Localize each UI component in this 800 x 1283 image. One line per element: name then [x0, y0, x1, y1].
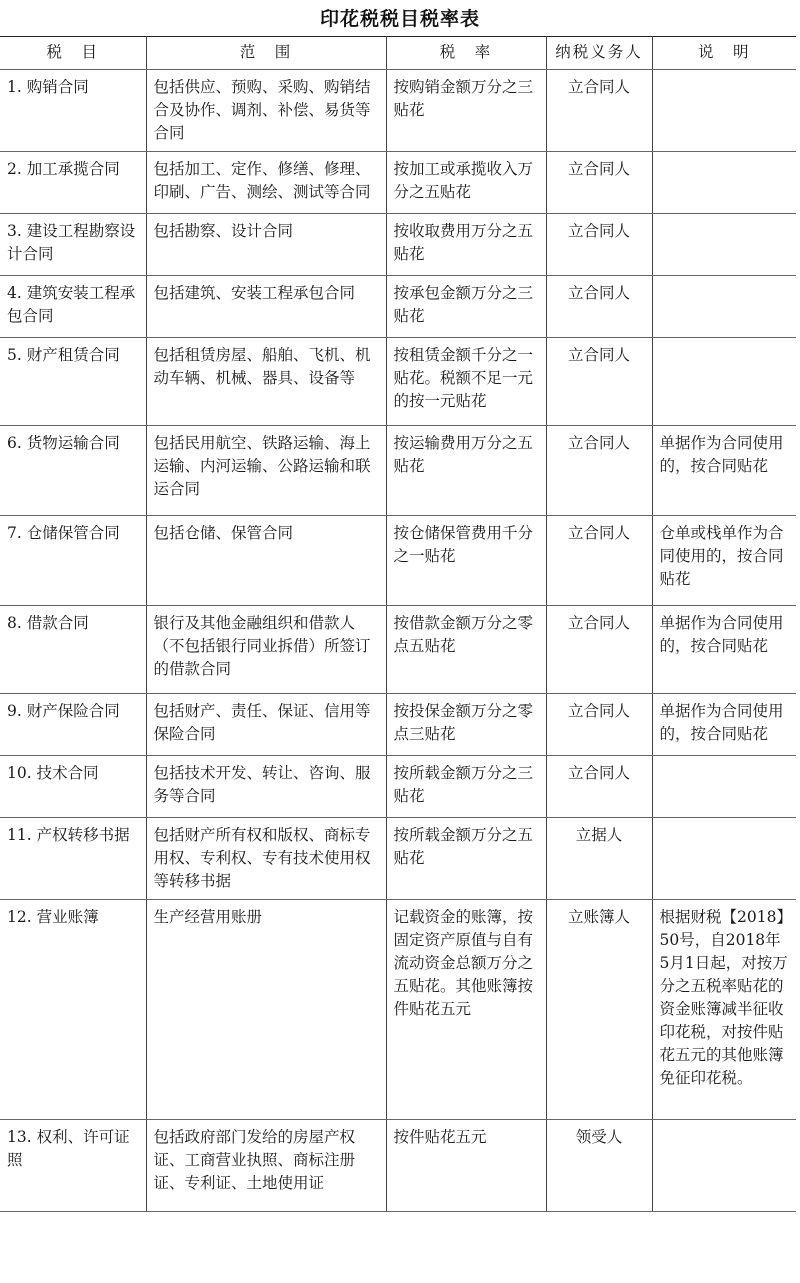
cell-note: [652, 214, 796, 276]
cell-scope: 包括财产所有权和版权、商标专用权、专利权、专有技术使用权等转移书据: [146, 818, 386, 900]
cell-scope: 包括民用航空、铁路运输、海上运输、内河运输、公路运输和联运合同: [146, 426, 386, 516]
cell-note: 仓单或栈单作为合同使用的，按合同贴花: [652, 516, 796, 606]
cell-note: 根据财税【2018】50号，自2018年5月1日起，对按万分之五税率贴花的资金账簿减半征收印花税，对按件贴花五元的其他账簿免征印花税。: [652, 900, 796, 1120]
header-note: 说 明: [652, 37, 796, 70]
cell-rate: 按借款金额万分之零点五贴花: [386, 606, 546, 694]
cell-note: [652, 276, 796, 338]
cell-taxpayer: 立合同人: [546, 152, 652, 214]
cell-scope: 包括政府部门发给的房屋产权证、工商营业执照、商标注册证、专利证、土地使用证: [146, 1120, 386, 1212]
cell-taxpayer: 立合同人: [546, 516, 652, 606]
cell-rate: 按购销金额万分之三贴花: [386, 70, 546, 152]
cell-note: 单据作为合同使用的，按合同贴花: [652, 426, 796, 516]
table-row: [0, 694, 796, 756]
table-row: [0, 426, 796, 516]
header-rate: 税 率: [386, 37, 546, 70]
cell-scope: 生产经营用账册: [146, 900, 386, 1120]
cell-taxpayer: 立合同人: [546, 606, 652, 694]
header-scope: 范 围: [146, 37, 386, 70]
tax-rate-table: [0, 36, 796, 1212]
cell-scope: 银行及其他金融组织和借款人（不包括银行同业拆借）所签订的借款合同: [146, 606, 386, 694]
cell-taxpayer: 立合同人: [546, 756, 652, 818]
cell-rate: 按投保金额万分之零点三贴花: [386, 694, 546, 756]
cell-taxpayer: 立合同人: [546, 70, 652, 152]
cell-scope: 包括租赁房屋、船舶、飞机、机动车辆、机械、器具、设备等: [146, 338, 386, 426]
cell-item: 9. 财产保险合同: [0, 694, 146, 756]
table-row: [0, 276, 796, 338]
cell-note: [652, 818, 796, 900]
cell-rate: 按运输费用万分之五贴花: [386, 426, 546, 516]
table-row: [0, 214, 796, 276]
table-row: [0, 152, 796, 214]
cell-rate: 按仓储保管费用千分之一贴花: [386, 516, 546, 606]
table-row: [0, 900, 796, 1120]
cell-note: 单据作为合同使用的，按合同贴花: [652, 606, 796, 694]
cell-item: 7. 仓储保管合同: [0, 516, 146, 606]
cell-note: 单据作为合同使用的，按合同贴花: [652, 694, 796, 756]
cell-scope: 包括勘察、设计合同: [146, 214, 386, 276]
cell-scope: 包括技术开发、转让、咨询、服务等合同: [146, 756, 386, 818]
cell-rate: 记载资金的账簿，按固定资产原值与自有流动资金总额万分之五贴花。其他账簿按件贴花五元: [386, 900, 546, 1120]
cell-scope: 包括建筑、安装工程承包合同: [146, 276, 386, 338]
table-row: [0, 516, 796, 606]
table-row: [0, 338, 796, 426]
table-row: [0, 70, 796, 152]
cell-item: 1. 购销合同: [0, 70, 146, 152]
cell-note: [652, 70, 796, 152]
cell-taxpayer: 立合同人: [546, 426, 652, 516]
cell-taxpayer: 立据人: [546, 818, 652, 900]
table-row: [0, 1120, 796, 1212]
cell-taxpayer: 立合同人: [546, 214, 652, 276]
cell-scope: 包括仓储、保管合同: [146, 516, 386, 606]
cell-taxpayer: 领受人: [546, 1120, 652, 1212]
cell-item: 13. 权利、许可证照: [0, 1120, 146, 1212]
cell-item: 4. 建筑安装工程承包合同: [0, 276, 146, 338]
header-item: 税 目: [0, 37, 146, 70]
cell-scope: 包括供应、预购、采购、购销结合及协作、调剂、补偿、易货等合同: [146, 70, 386, 152]
cell-taxpayer: 立合同人: [546, 276, 652, 338]
cell-taxpayer: 立合同人: [546, 338, 652, 426]
cell-taxpayer: 立合同人: [546, 694, 652, 756]
table-header-row: [0, 37, 796, 70]
cell-rate: 按所载金额万分之三贴花: [386, 756, 546, 818]
cell-item: 11. 产权转移书据: [0, 818, 146, 900]
cell-scope: 包括财产、责任、保证、信用等保险合同: [146, 694, 386, 756]
cell-note: [652, 338, 796, 426]
table-title: 印花税税目税率表: [319, 8, 480, 30]
cell-rate: 按承包金额万分之三贴花: [386, 276, 546, 338]
cell-note: [652, 756, 796, 818]
cell-taxpayer: 立账簿人: [546, 900, 652, 1120]
cell-item: 5. 财产租赁合同: [0, 338, 146, 426]
cell-rate: 按加工或承揽收入万分之五贴花: [386, 152, 546, 214]
cell-item: 10. 技术合同: [0, 756, 146, 818]
cell-item: 2. 加工承揽合同: [0, 152, 146, 214]
cell-note: [652, 152, 796, 214]
cell-item: 12. 营业账簿: [0, 900, 146, 1120]
cell-item: 3. 建设工程勘察设计合同: [0, 214, 146, 276]
cell-rate: 按所载金额万分之五贴花: [386, 818, 546, 900]
cell-note: [652, 1120, 796, 1212]
header-taxpayer: 纳税义务人: [546, 37, 652, 70]
cell-scope: 包括加工、定作、修缮、修理、印刷、广告、测绘、测试等合同: [146, 152, 386, 214]
cell-rate: 按收取费用万分之五贴花: [386, 214, 546, 276]
table-row: [0, 818, 796, 900]
cell-item: 6. 货物运输合同: [0, 426, 146, 516]
table-row: [0, 606, 796, 694]
table-row: [0, 756, 796, 818]
cell-item: 8. 借款合同: [0, 606, 146, 694]
cell-rate: 按件贴花五元: [386, 1120, 546, 1212]
cell-rate: 按租赁金额千分之一贴花。税额不足一元的按一元贴花: [386, 338, 546, 426]
